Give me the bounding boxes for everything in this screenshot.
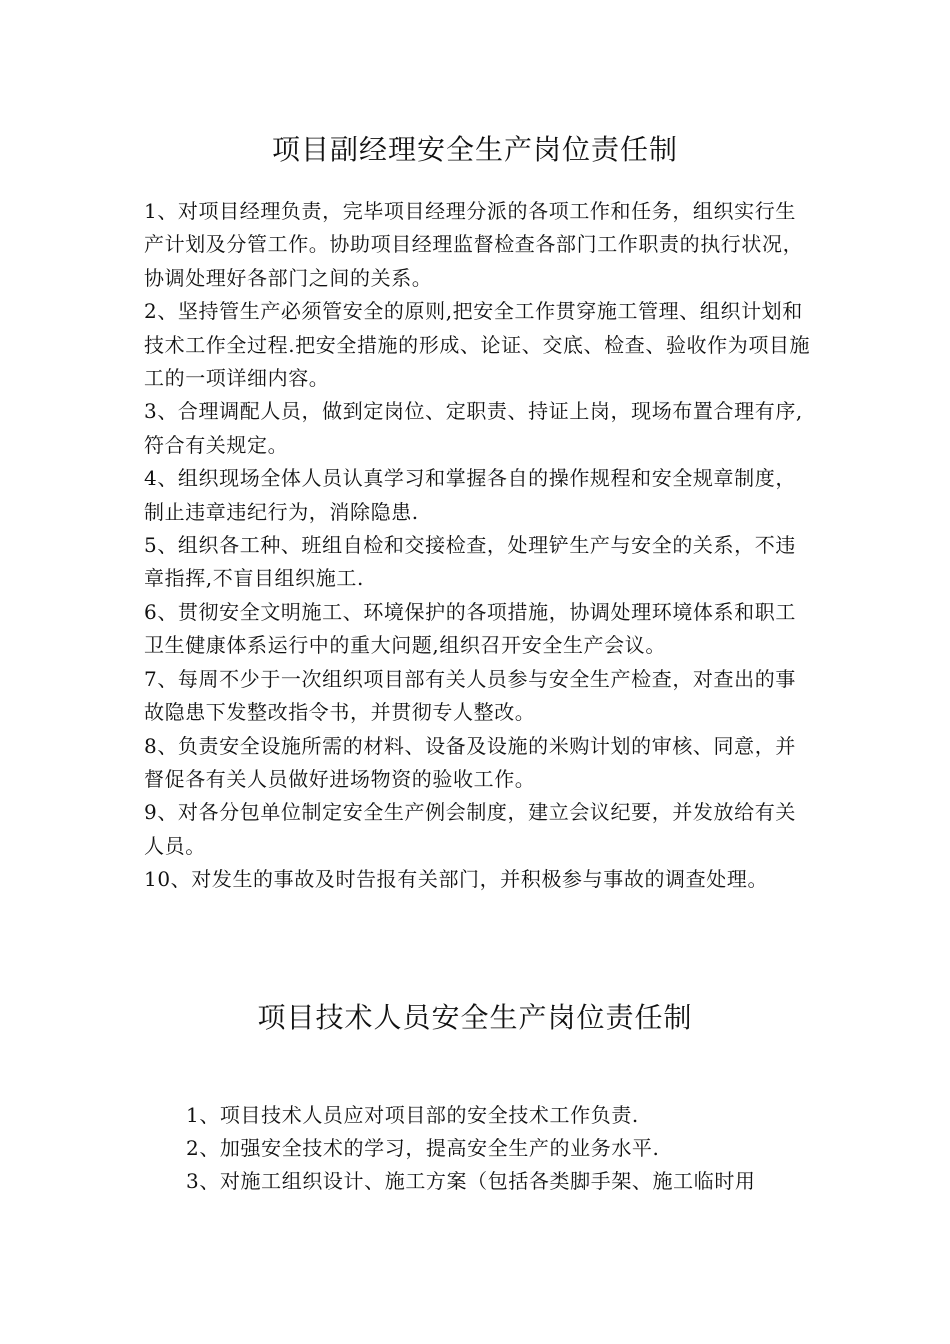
duty-paragraph: 5、组织各工种、班组自检和交接检查，处理铲生产与安全的关系，不违章指挥,不盲目组织施工. bbox=[144, 533, 796, 591]
duty-paragraph: 9、对各分包单位制定安全生产例会制度，建立会议纪要，并发放给有关人员。 bbox=[144, 800, 796, 858]
duty-paragraph: 10、对发生的事故及时告报有关部门，并积极参与事故的调查处理。 bbox=[144, 867, 769, 892]
duty-list-item: 2、加强安全技术的学习，提高安全生产的业务水平. bbox=[186, 1136, 660, 1160]
duty-paragraph: 7、每周不少于一次组织项目部有关人员参与安全生产检查，对查出的事故隐患下发整改指令书，并贯彻专人整改。 bbox=[144, 666, 796, 725]
section-title-deputy-manager: 项目副经理安全生产岗位责任制 bbox=[271, 133, 678, 166]
duty-paragraph: 3、合理调配人员，做到定岗位、定职责、持证上岗，现场布置合理有序,符合有关规定。 bbox=[144, 399, 803, 457]
duty-paragraph: 8、负责安全设施所需的材料、设备及设施的米购计划的审核、同意，并督促各有关人员做好进场物资的验收工作。 bbox=[144, 733, 796, 791]
section-title-technical-staff: 项目技术人员安全生产岗位责任制 bbox=[257, 1001, 693, 1034]
section-body-deputy-manager bbox=[144, 195, 816, 897]
duty-paragraph: 6、贯彻安全文明施工、环境保护的各项措施，协调处理环境体系和职工卫生健康体系运行中的重大问题,组织召开安全生产会议。 bbox=[144, 599, 796, 658]
duty-paragraph: 2、坚持管生产必须管安全的原则,把安全工作贯穿施工管理、组织计划和技术工作全过程.把安全措施的形成、论证、交底、检查、验收作为项目施工的一项详细内容。 bbox=[144, 299, 811, 391]
duty-list-item: 3、对施工组织设计、施工方案（包括各类脚手架、施工临时用 bbox=[186, 1169, 756, 1193]
duty-paragraph: 4、组织现场全体人员认真学习和掌握各自的操作规程和安全规章制度，制止违章违纪行为，消除隐患. bbox=[144, 466, 796, 524]
duty-list-item: 1、项目技术人员应对项目部的安全技术工作负责. bbox=[186, 1103, 639, 1127]
duty-paragraph: 1、对项目经理负责，完毕项目经理分派的各项工作和任务，组织实行生产计划及分管工作。协助项目经理监督检查各部门工作职责的执行状况，协调处理好各部门之间的关系。 bbox=[144, 199, 804, 290]
section-body-technical-staff bbox=[186, 1099, 826, 1198]
